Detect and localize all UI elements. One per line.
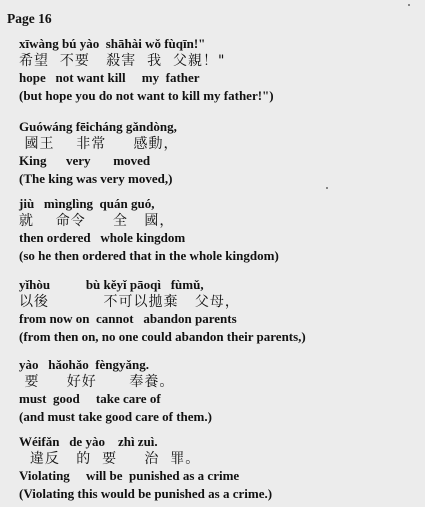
- gloss-line: from now on cannot abandon parents: [19, 311, 237, 326]
- stanza-5: [19, 358, 419, 428]
- translation-line: (so he then ordered that in the whole kingdom): [19, 248, 279, 263]
- translation-line: (The king was very moved,): [19, 171, 173, 186]
- chinese-line: 要 好好 奉養。: [19, 374, 175, 390]
- translation-line: (but hope you do not want to kill my father!"): [19, 88, 274, 103]
- pinyin-line: yǐhòu bù kěyǐ pāoqì fùmǔ,: [19, 277, 204, 292]
- chinese-line: 就 命令 全 國，: [19, 213, 175, 229]
- gloss-line: hope not want kill my father: [19, 70, 200, 85]
- stanza-6: [19, 435, 419, 505]
- translation-line: (Violating this would be punished as a crime.): [19, 486, 273, 501]
- pinyin-line: yào hǎohǎo fèngyǎng.: [19, 357, 150, 372]
- translation-line: (and must take good care of them.): [19, 409, 212, 424]
- gloss-line: must good take care of: [19, 391, 161, 406]
- chinese-line: 以後 不可以拋棄 父母，: [19, 294, 240, 310]
- gloss-line: King very moved: [19, 153, 151, 168]
- scan-speck: [408, 4, 410, 6]
- chinese-line: 違反 的 要 治 罪。: [19, 451, 201, 467]
- pinyin-line: Wéifǎn de yào zhì zuì.: [19, 434, 158, 449]
- stanza-1: [19, 37, 419, 107]
- pinyin-line: xīwàng bú yào shāhài wǒ fùqīn!": [19, 36, 206, 51]
- gloss-line: then ordered whole kingdom: [19, 230, 186, 245]
- pinyin-line: Guówáng fēicháng gǎndòng,: [19, 119, 177, 134]
- stanza-3: [19, 197, 419, 267]
- stanza-4: [19, 278, 419, 348]
- chinese-line: 國王 非常 感動，: [19, 136, 179, 152]
- translation-line: (from then on, no one could abandon their parents,): [19, 329, 306, 344]
- page-number: Page 16: [7, 11, 52, 26]
- gloss-line: Violating will be punished as a crime: [19, 468, 240, 483]
- scan-speck: [326, 187, 328, 189]
- pinyin-line: jiù mìnglìng quán guó,: [19, 196, 155, 211]
- chinese-line: 希望 不要 殺害 我 父親！": [19, 53, 226, 69]
- stanza-2: [19, 120, 419, 190]
